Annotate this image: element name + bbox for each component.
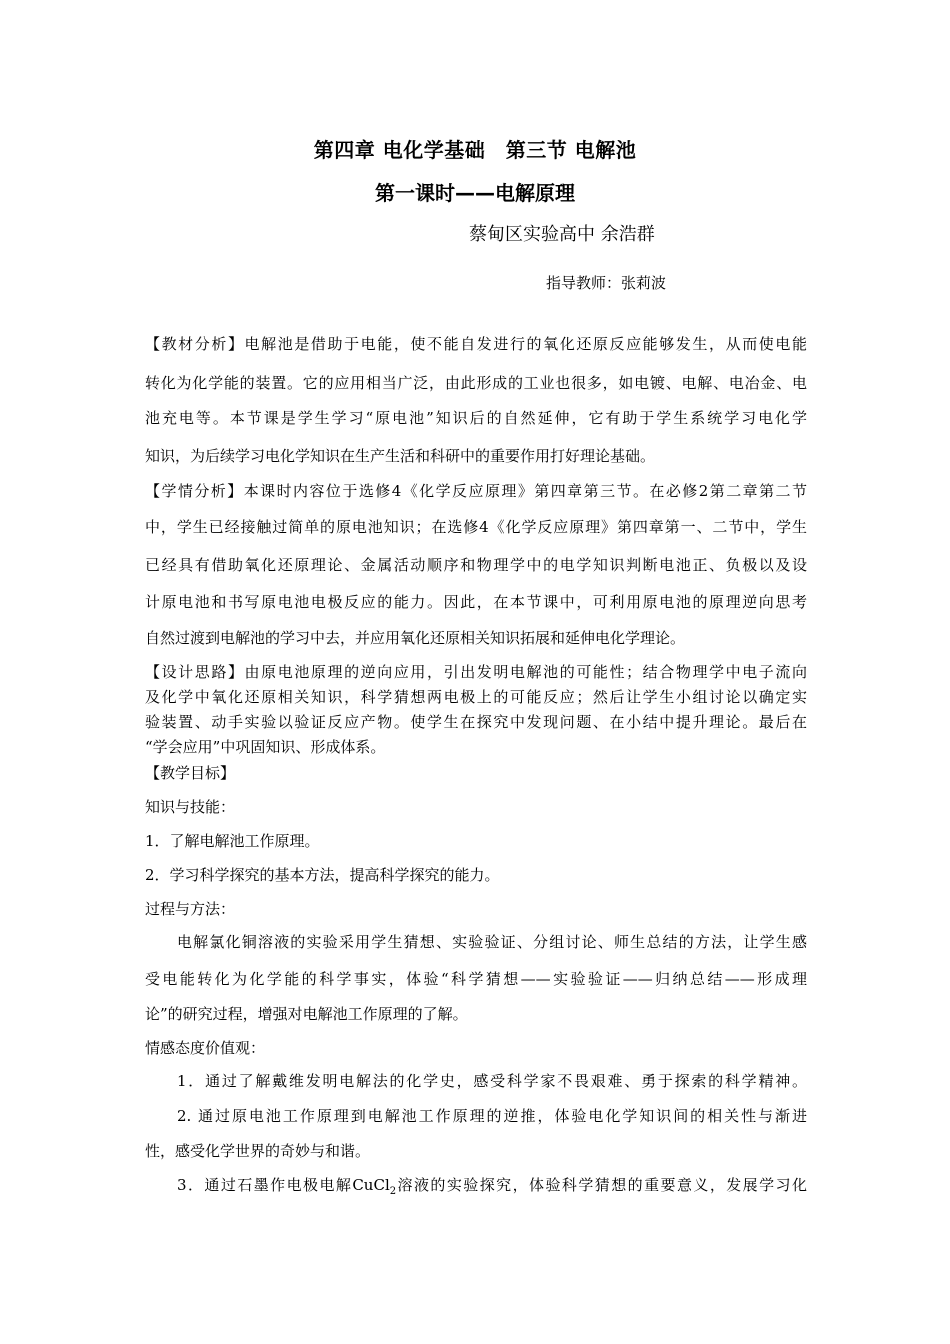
knowledge-item: 1．了解电解池工作原理。 <box>145 832 320 850</box>
knowledge-item: 2．学习科学探究的基本方法，提高科学探究的能力。 <box>145 866 500 884</box>
textbook-analysis-line: 转化为化学能的装置。它的应用相当广泛，由此形成的工业也很多，如电镀、电解、电冶金、电 <box>145 374 807 392</box>
design-idea-line: 及化学中氧化还原相关知识，科学猜想两电极上的可能反应；然后让学生小组讨论以确定实 <box>145 688 807 706</box>
section-label: 【教材分析】 <box>145 335 245 353</box>
subscript: 2 <box>389 1186 397 1196</box>
process-line: 电解氯化铜溶液的实验采用学生猜想、实验验证、分组讨论、师生总结的方法，让学生感 <box>177 933 807 951</box>
student-analysis-line: 中，学生已经接触过简单的原电池知识；在选修4《化学反应原理》第四章第一、二节中，学生 <box>145 518 807 536</box>
emotion-heading: 情感态度价值观： <box>145 1039 266 1057</box>
emotion-item: 1．通过了解戴维发明电解法的化学史，感受科学家不畏艰难、勇于探索的科学精神。 <box>177 1072 807 1090</box>
student-analysis-line: 计原电池和书写原电池电极反应的能力。因此，在本节课中，可利用原电池的原理逆向思考 <box>145 593 807 611</box>
process-line: 论”的研究过程，增强对电解池工作原理的了解。 <box>145 1005 468 1023</box>
student-analysis-line: 已经具有借助氧化还原理论、金属活动顺序和物理学中的电学知识判断电池正、负极以及设 <box>145 556 807 574</box>
textbook-analysis-line: 池充电等。本节课是学生学习“原电池”知识后的自然延伸，它有助于学生系统学习电化学 <box>145 409 807 427</box>
chapter-title: 第四章 电化学基础 第三节 电解池 <box>313 138 637 162</box>
design-idea-line: 【设计思路】由原电池原理的逆向应用，引出发明电解池的可能性；结合物理学中电子流向 <box>145 663 807 681</box>
student-analysis-line: 自然过渡到电解池的学习中去，并应用氧化还原相关知识拓展和延伸电化学理论。 <box>145 629 686 647</box>
textbook-analysis-line: 知识，为后续学习电化学知识在生产生活和科研中的重要作用打好理论基础。 <box>145 447 656 465</box>
author-line: 蔡甸区实验高中 余浩群 <box>469 224 655 245</box>
design-idea-line: “学会应用”中巩固知识、形成体系。 <box>145 738 386 756</box>
supervisor-line: 指导教师：张莉波 <box>546 274 667 292</box>
teaching-goals-label: 【教学目标】 <box>145 764 236 782</box>
emotion-item: 2. 通过原电池工作原理到电解池工作原理的逆推，体验电化学知识间的相关性与渐进 <box>177 1107 807 1125</box>
emotion-item: 性，感受化学世界的奇妙与和谐。 <box>145 1142 371 1160</box>
emotion-item: 3．通过石墨作电极电解CuCl$_2$溶液的实验探究，体验科学猜想的重要意义，发展学习化 <box>177 1176 807 1196</box>
section-label: 【学情分析】 <box>145 482 244 500</box>
section-label: 【设计思路】 <box>145 663 245 681</box>
student-analysis-line: 【学情分析】本课时内容位于选修4《化学反应原理》第四章第三节。在必修2第二章第二节 <box>145 482 807 500</box>
knowledge-heading: 知识与技能： <box>145 798 236 816</box>
textbook-analysis-line: 【教材分析】电解池是借助于电能，使不能自发进行的氧化还原反应能够发生，从而使电能 <box>145 335 807 353</box>
process-heading: 过程与方法： <box>145 900 236 918</box>
process-line: 受电能转化为化学能的科学事实，体验“科学猜想——实验验证——归纳总结——形成理 <box>145 970 807 988</box>
design-idea-line: 验装置、动手实验以验证反应产物。使学生在探究中发现问题、在小结中提升理论。最后在 <box>145 713 807 731</box>
lesson-title: 第一课时——电解原理 <box>375 181 575 205</box>
